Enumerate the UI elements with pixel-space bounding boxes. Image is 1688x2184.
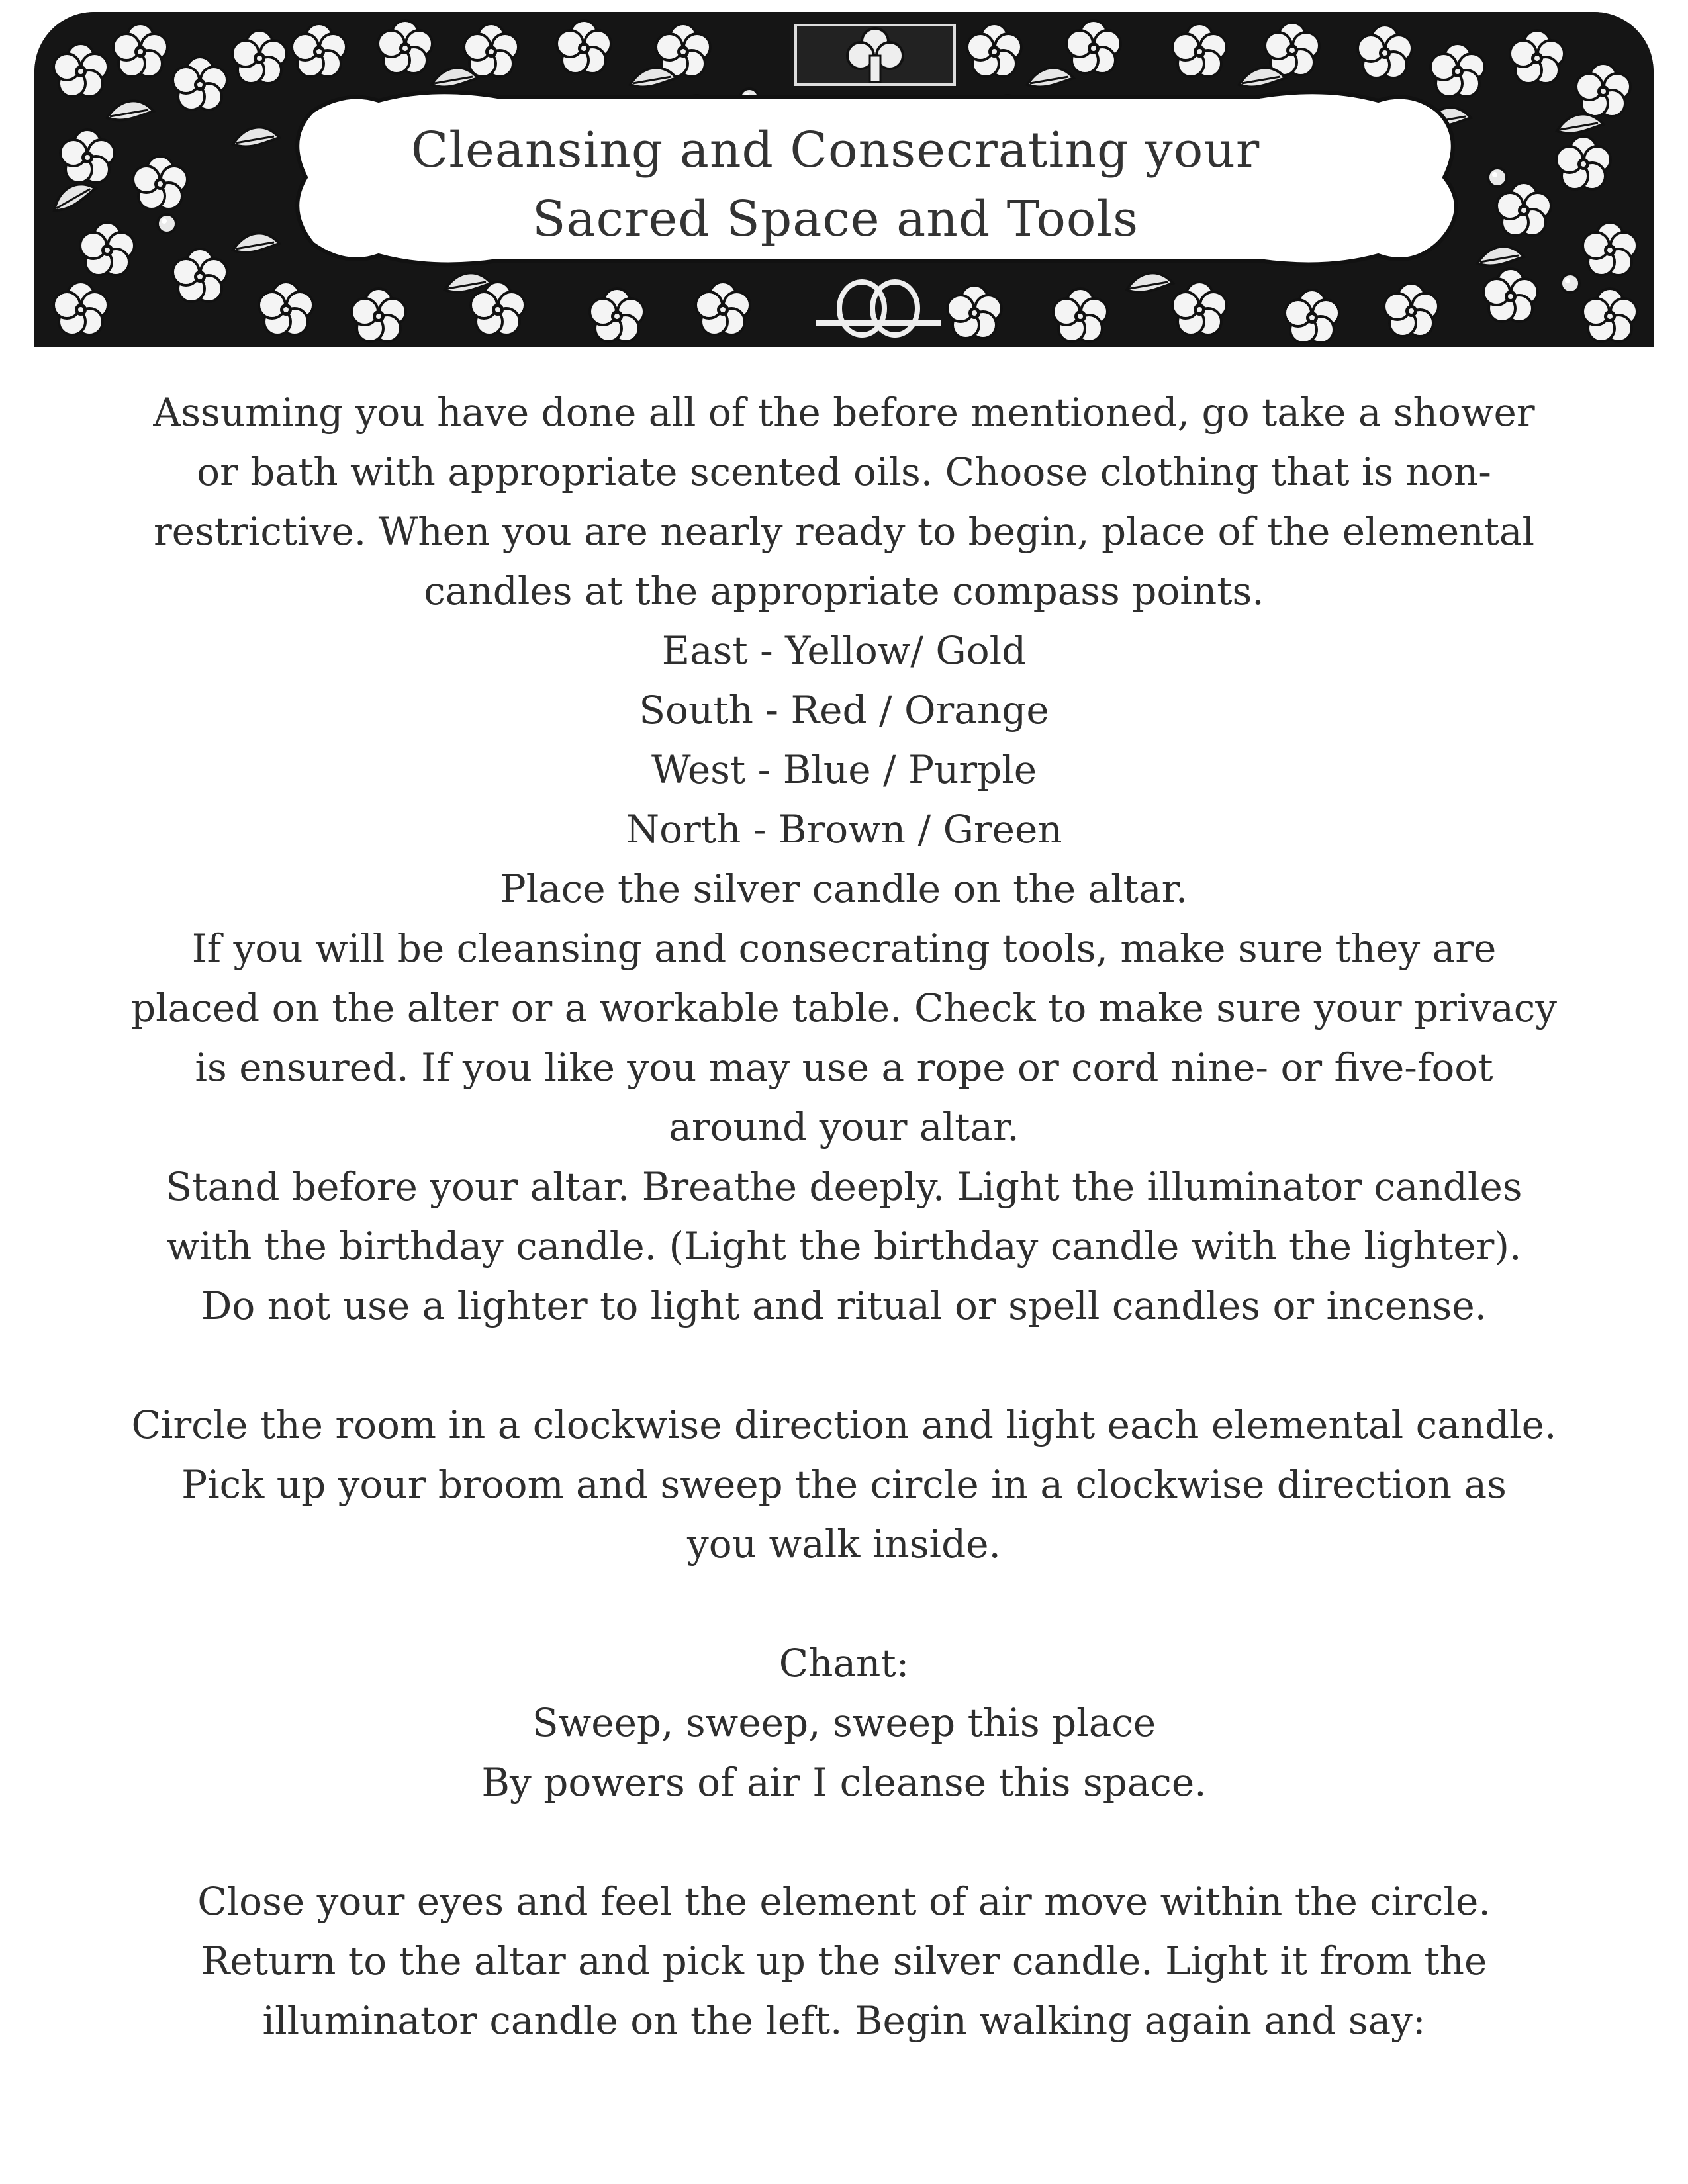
text-line: Do not use a lighter to light and ritual or spell candles or incense. xyxy=(201,1283,1487,1328)
text-line: candles at the appropriate compass points. xyxy=(424,569,1264,614)
text-line: placed on the alter or a workable table. Check to make sure your privacy xyxy=(130,985,1558,1030)
quatrefoil-ornament-icon xyxy=(796,25,955,85)
text-line: If you will be cleansing and consecrating tools, make sure they are xyxy=(191,926,1497,971)
candle-directions-list xyxy=(0,621,1688,859)
closing-paragraph xyxy=(0,1872,1688,2050)
text-line: you walk inside. xyxy=(687,1522,1001,1567)
text-line: is ensured. If you like you may use a rope or cord nine- or five-foot xyxy=(195,1045,1493,1090)
tools-paragraph xyxy=(0,919,1688,1157)
candle-direction-west: West - Blue / Purple xyxy=(651,747,1037,792)
ritual-instructions xyxy=(0,383,1688,2050)
candle-direction-east: East - Yellow/ Gold xyxy=(661,628,1027,673)
text-line: Stand before your altar. Breathe deeply. Light the illuminator candles xyxy=(165,1164,1523,1209)
page-title-line-2: Sacred Space and Tools xyxy=(532,191,1139,248)
chant-block xyxy=(0,1633,1688,1812)
text-line: Pick up your broom and sweep the circle in a clockwise direction as xyxy=(181,1462,1507,1507)
text-line: restrictive. When you are nearly ready to begin, place of the elemental xyxy=(153,509,1535,554)
chant-line: By powers of air I cleanse this space. xyxy=(481,1760,1207,1805)
text-line: or bath with appropriate scented oils. Choose clothing that is non- xyxy=(197,449,1491,494)
chant-label: Chant: xyxy=(778,1641,910,1686)
text-line: with the birthday candle. (Light the birthday candle with the lighter). xyxy=(166,1224,1522,1269)
paragraph-spacer xyxy=(0,1812,1688,1872)
paragraph-spacer xyxy=(0,1336,1688,1395)
candle-direction-south: South - Red / Orange xyxy=(639,688,1049,733)
text-line: Circle the room in a clockwise direction and light each elemental candle. xyxy=(131,1402,1557,1447)
floral-header-banner xyxy=(34,12,1654,347)
text-line: Return to the altar and pick up the silver candle. Light it from the xyxy=(201,1938,1487,1983)
text-line: around your altar. xyxy=(669,1105,1019,1150)
text-line: Close your eyes and feel the element of air move within the circle. xyxy=(197,1879,1491,1924)
chant-line: Sweep, sweep, sweep this place xyxy=(532,1700,1156,1745)
candle-direction-north: North - Brown / Green xyxy=(626,807,1062,852)
text-line: Assuming you have done all of the before mentioned, go take a shower xyxy=(153,390,1535,435)
circle-paragraph xyxy=(0,1395,1688,1574)
page-title-line-1: Cleansing and Consecrating your xyxy=(410,122,1260,179)
text-line: illuminator candle on the left. Begin walking again and say: xyxy=(262,1998,1426,2043)
altar-instruction: Place the silver candle on the altar. xyxy=(500,866,1188,911)
title-cartouche xyxy=(312,102,1358,267)
intro-paragraph xyxy=(0,383,1688,621)
paragraph-spacer xyxy=(0,1574,1688,1633)
light-candles-paragraph xyxy=(0,1157,1688,1336)
